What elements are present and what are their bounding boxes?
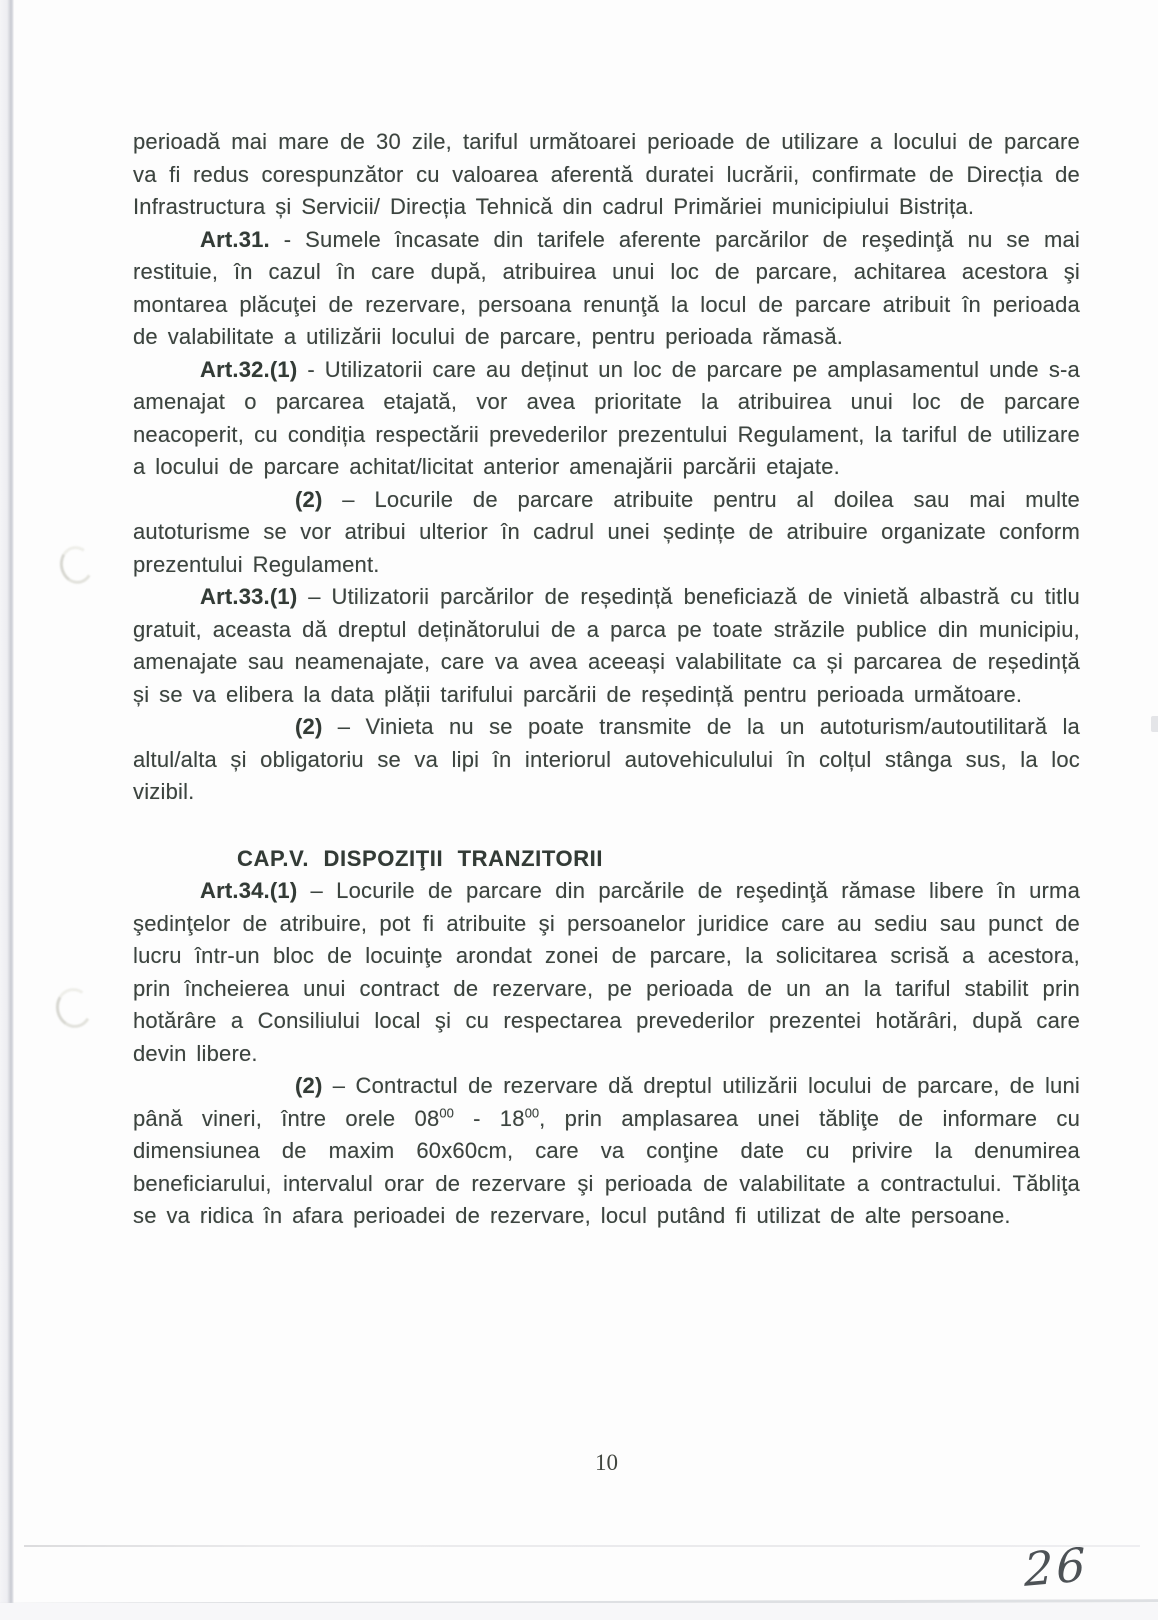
punch-hole-mark bbox=[52, 985, 96, 1032]
text-run: - Sumele încasate din tarifele aferente parcărilor de reşedinţă nu se mai restituie, în cazul în care după, atribuirea unui loc de parcare, achitarea acestora şi montarea plăcuţei de rezervare, persoana renunţă la locul de parcare atribuit în perioada de valabilitate a utilizării locului de parcare, pentru perioada rămasă. bbox=[133, 226, 1080, 349]
bold-run: (2) bbox=[295, 714, 323, 739]
scan-below-edge bbox=[0, 1603, 1158, 1620]
bold-run: Art.33.(1) bbox=[200, 584, 298, 609]
text-run: - 18 bbox=[453, 1105, 525, 1131]
paragraph bbox=[133, 354, 1080, 484]
bold-run: (2) bbox=[295, 1073, 323, 1098]
bold-run: CAP.V. DISPOZIŢII TRANZITORII bbox=[237, 845, 604, 871]
bold-run: Art.31. bbox=[200, 226, 270, 252]
paragraph bbox=[133, 711, 1080, 809]
bold-run: Art.34.(1) bbox=[200, 878, 298, 903]
page-number: 10 bbox=[595, 1450, 618, 1475]
bold-run: (2) bbox=[295, 486, 323, 512]
text-run: 00 bbox=[524, 1105, 540, 1121]
text-run: perioadă mai mare de 30 zile, tariful următoarei perioade de utilizare a locului de parcare va fi redus corespunzător cu valoarea aferentă duratei lucrării, confirmate de Direcția de Infrastructura și Servicii/ Direcția Tehnică din cadrul Primăriei municipiului Bistrița. bbox=[133, 129, 1080, 219]
bold-run: Art.32.(1) bbox=[200, 356, 298, 382]
fold-line bbox=[24, 1545, 1140, 1547]
text-run: , prin amplasarea unei tăbliţe de informare cu dimensiunea de maxim 60x60cm, care va conţine date cu privire la denumirea beneficiarului, intervalul orar de rezervare şi perioada de valabilitate a contractului. Tăbliţa se va ridica în afara perioadei de rezervare, locul putând fi utilizat de alte persoane. bbox=[133, 1105, 1080, 1228]
paragraph bbox=[133, 126, 1080, 224]
paragraph bbox=[133, 484, 1080, 582]
paragraph bbox=[133, 1070, 1080, 1233]
text-run: – Contractul de rezervare dă dreptul utilizării locului de parcare, de luni până vineri, între orele 08 bbox=[133, 1073, 1080, 1131]
paragraph bbox=[133, 224, 1080, 354]
document-body bbox=[133, 126, 1080, 1233]
text-run: – Locurile de parcare din parcările de reşedinţă rămase libere în urma şedinţelor de atribuire, pot fi atribuite şi persoanelor juridice care au sediu sau punct de lucru într-un bloc de locuinţe arondat zonei de parcare, la solicitarea scrisă a acestora, prin încheierea unui contract de rezervare, pe perioada de un an la tariful stabilit prin hotărâre a Consiliului local şi cu respectarea prevederilor prezentei hotărâri, după care devin libere. bbox=[133, 878, 1080, 1066]
scan-left-edge bbox=[0, 0, 14, 1620]
paragraph bbox=[133, 581, 1080, 711]
text-run: - Utilizatorii care au deținut un loc de parcare pe amplasamentul unde s-a amenajat o parcarea etajată, vor avea prioritate la atribuirea unui loc de parcare neacoperit, cu condiția respectării prevederilor prezentului Regulament, la tariful de utilizare a locului de parcare achitat/licitat anterior amenajării parcării etajate. bbox=[133, 356, 1080, 479]
handwritten-page-number: 26 bbox=[1023, 1537, 1089, 1597]
text-run: – Locurile de parcare atribuite pentru al doilea sau mai multe autoturisme se vor atribui ulterior în cadrul unei ședințe de atribuire organizate conform prezentului Regulament. bbox=[133, 486, 1080, 577]
scan-right-edge-mark bbox=[1151, 716, 1158, 732]
paragraph bbox=[133, 875, 1080, 1070]
text-run: 00 bbox=[439, 1105, 454, 1121]
punch-hole-mark bbox=[56, 543, 96, 587]
chapter-heading bbox=[133, 843, 1080, 876]
text-run: – Vinieta nu se poate transmite de la un autoturism/autoutilitară la altul/alta și obligatoriu se va lipi în interiorul autovehiculului în colțul stânga sus, la loc vizibil. bbox=[133, 714, 1080, 804]
text-run: – Utilizatorii parcărilor de reședință beneficiază de vinietă albastră cu titlu gratuit, aceasta dă dreptul deținătorului de a parca pe toate străzile publice din municipiu, amenajate sau neamenajate, care va avea aceeași valabilitate ca și parcarea de reședință și se va elibera la data plății tarifului parcării de reședință pentru perioada următoare. bbox=[133, 584, 1080, 707]
